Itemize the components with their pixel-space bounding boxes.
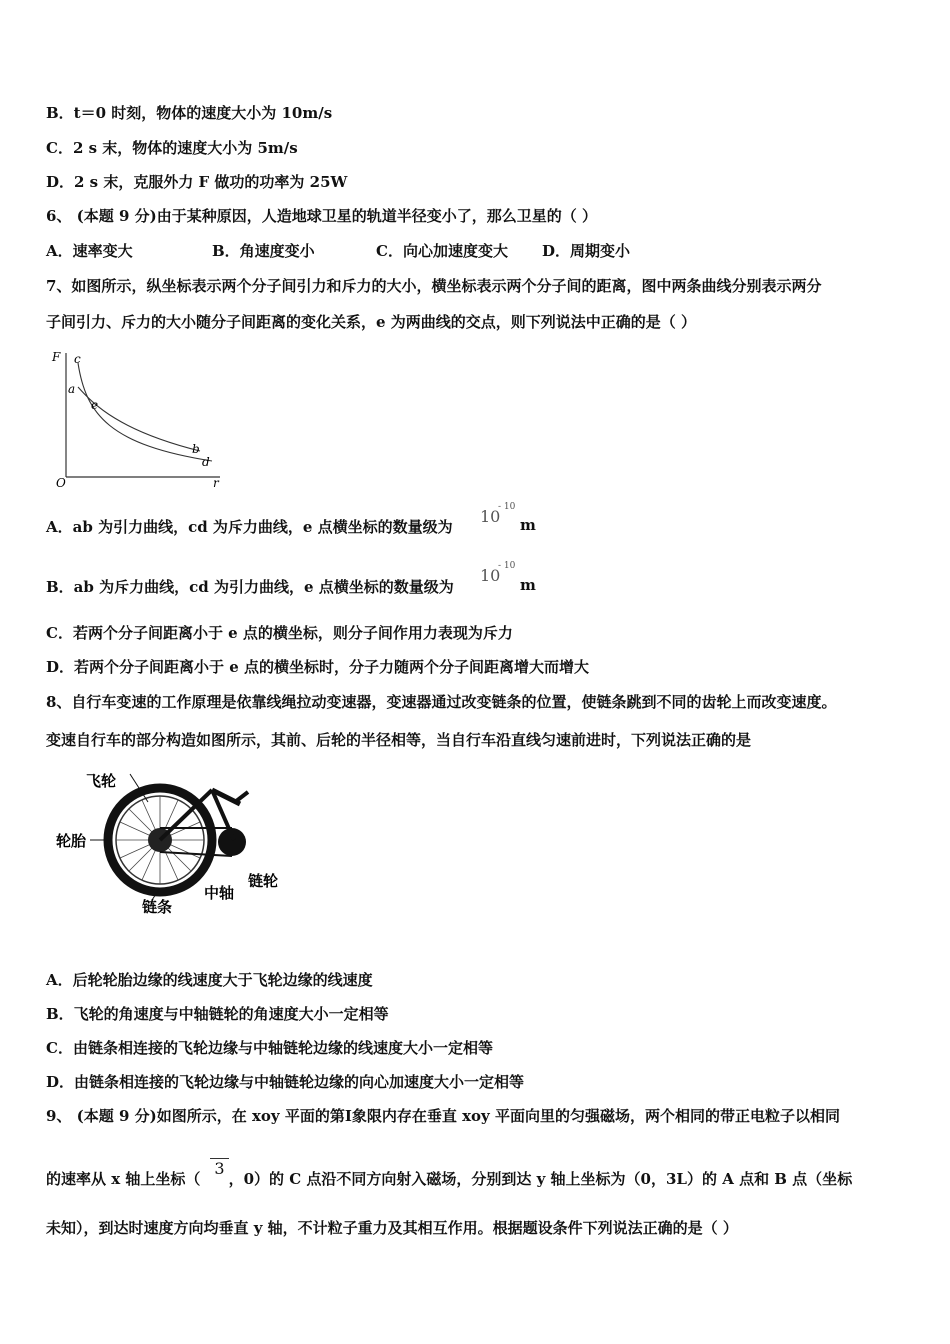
q7-option-b: B．ab 为斥力曲线，cd 为引力曲线，e 点横坐标的数量级为 [46, 578, 454, 596]
q6-option-a: A．速率变大 [46, 242, 133, 260]
label-O: O [56, 476, 66, 490]
q8-option-b: B．飞轮的角速度与中轴链轮的角速度大小一定相等 [46, 1005, 389, 1023]
q7-option-a: A．ab 为引力曲线，cd 为斥力曲线，e 点横坐标的数量级为 [46, 518, 453, 536]
q8-option-d: D．由链条相连接的飞轮边缘与中轴链轮边缘的向心加速度大小一定相等 [46, 1073, 525, 1091]
chain-bottom [160, 852, 232, 856]
q7-b-unit: m [520, 576, 536, 594]
q7-option-c: C．若两个分子间距离小于 e 点的横坐标，则分子间作用力表现为斥力 [46, 624, 513, 642]
label-tire: 轮胎 [56, 832, 87, 850]
q6-stem: 6、 (本题 9 分)由于某种原因，人造地球卫星的轨道半径变小了，那么卫星的（ ） [46, 207, 597, 225]
q7-a-power-base: 10 [480, 507, 501, 526]
q5-option-b: B．t＝0 时刻，物体的速度大小为 10m/s [46, 104, 333, 122]
frame-bar [235, 792, 248, 802]
sqrt-3: 3 [210, 1158, 228, 1178]
q6-option-b: B．角速度变小 [212, 242, 315, 260]
q9-stem-line2: 的速率从 x 轴上坐标（3，0）的 C 点沿不同方向射入磁场，分别到达 y 轴上坐标为（0，3L）的 A 点和 B 点（坐标 [46, 1159, 853, 1188]
q7-a-unit: m [520, 516, 536, 534]
q5-option-c: C．2 s 末，物体的速度大小为 5m/s [46, 139, 298, 157]
q8-option-a: A．后轮轮胎边缘的线速度大于飞轮边缘的线速度 [46, 971, 373, 989]
q7-stem-line2: 子间引力、斥力的大小随分子间距离的变化关系，e 为两曲线的交点，则下列说法中正确的是（ ） [46, 313, 696, 331]
force-distance-graph [50, 345, 225, 493]
label-c: c [74, 352, 81, 366]
label-sprocket: 链轮 [248, 872, 279, 890]
q8-option-c: C．由链条相连接的飞轮边缘与中轴链轮边缘的线速度大小一定相等 [46, 1039, 493, 1057]
q9-stem-line1: 9、 (本题 9 分)如图所示，在 xoy 平面的第Ⅰ象限内存在垂直 xoy 平面向里的匀强磁场，两个相同的带正电粒子以相同 [46, 1107, 840, 1125]
q7-a-power-exponent: - 10 [498, 502, 516, 512]
q7-stem-line1: 7、如图所示，纵坐标表示两个分子间引力和斥力的大小，横坐标表示两个分子间的距离，图中两条曲线分别表示两分 [46, 277, 822, 295]
label-a: a [68, 382, 76, 396]
label-r: r [213, 476, 219, 490]
label-chain: 链条 [142, 898, 173, 916]
label-axle: 中轴 [204, 884, 235, 902]
q6-option-d: D．周期变小 [542, 242, 631, 260]
q6-option-c: C．向心加速度变大 [376, 242, 508, 260]
q8-stem-line1: 8、自行车变速的工作原理是依靠线绳拉动变速器，变速器通过改变链条的位置，使链条跳到不同的齿轮上而改变速度。 [46, 693, 837, 711]
label-d: d [202, 455, 210, 469]
q5-option-d: D．2 s 末，克服外力 F 做功的功率为 25W [46, 173, 348, 191]
label-F: F [52, 350, 61, 364]
label-b: b [192, 442, 200, 456]
bicycle-figure [52, 762, 292, 922]
label-e: e [91, 398, 99, 412]
q8-stem-line2: 变速自行车的部分构造如图所示，其前、后轮的半径相等，当自行车沿直线匀速前进时，下列说法正确的是 [46, 731, 752, 749]
curve-ab [78, 387, 200, 451]
q9-stem-line3: 未知），到达时速度方向均垂直 y 轴，不计粒子重力及其相互作用。根据题设条件下列说法正确的是（ ） [46, 1219, 738, 1237]
q7-option-d: D．若两个分子间距离小于 e 点的横坐标时，分子力随两个分子间距离增大而增大 [46, 658, 589, 676]
q7-b-power-base: 10 [480, 566, 501, 585]
q7-b-power-exponent: - 10 [498, 561, 516, 571]
label-flywheel: 飞轮 [86, 772, 117, 790]
